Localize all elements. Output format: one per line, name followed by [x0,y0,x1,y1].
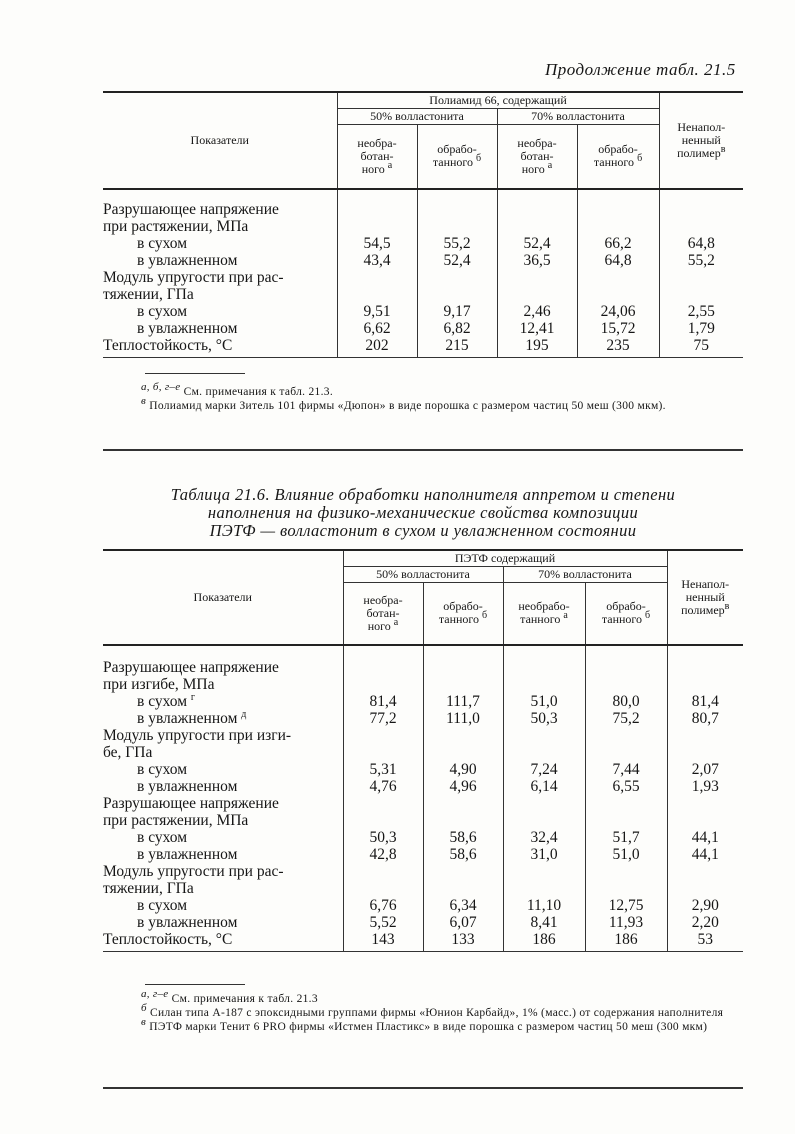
value-cell [343,659,423,676]
value-cell: 54,5 [337,235,417,252]
group-header: ПЭТФ содержащий [343,550,667,567]
value-cell [423,676,503,693]
value-cell [503,863,585,880]
value-cell [667,659,743,676]
value-cell: 1,93 [667,778,743,795]
value-cell [417,218,497,235]
table-row [103,710,743,727]
table-row [103,829,743,846]
row-label: при изгибе, МПа [103,675,215,693]
indicators-header: Показатели [103,92,337,189]
value-cell: 186 [503,931,585,952]
table-row [103,846,743,863]
value-cell [503,659,585,676]
value-cell: 11,10 [503,897,585,914]
value-cell: 215 [417,337,497,358]
value-cell: 6,76 [343,897,423,914]
table-row [103,795,743,812]
value-cell [337,218,417,235]
table-row [103,897,743,914]
value-cell: 111,0 [423,710,503,727]
caption-line: наполнения на физико-механические свойства композиции [207,503,639,522]
caption-line: Таблица 21.6. Влияние обработки наполнителя аппретом и степени [170,485,676,504]
value-cell [659,218,743,235]
value-cell: 31,0 [503,846,585,863]
value-cell [503,727,585,744]
value-cell: 55,2 [659,252,743,269]
value-cell [577,269,659,286]
treated-header: обрабо- танного $^б$ [417,125,497,189]
value-cell [659,201,743,218]
row-label: в увлажненном $^д$ [137,708,247,727]
value-cell [503,676,585,693]
value-cell [417,269,497,286]
value-cell: 2,46 [497,303,577,320]
pct70-header: 70% волластонита [497,109,659,125]
value-cell [503,812,585,829]
table1-notes [103,381,743,413]
table-row [103,337,743,358]
value-cell: 6,62 [337,320,417,337]
row-label: тяжении, ГПа [103,285,194,303]
pct70-header: 70% волластонита [503,567,667,583]
value-cell [585,727,667,744]
value-cell [343,880,423,897]
value-cell: 24,06 [577,303,659,320]
value-cell [337,201,417,218]
row-label: Модуль упругости при рас- [103,862,284,880]
value-cell [585,676,667,693]
group-header: Полиамид 66, содержащий [337,92,659,109]
table2-notes [103,988,743,1034]
value-cell [417,201,497,218]
footnote: $^б$ Силан типа А-187 с эпоксидными группами фирмы «Юнион Карбайд», 1% (масс.) от содержания наполнителя [141,1002,724,1019]
table-row [103,320,743,337]
value-cell [343,676,423,693]
row-label: Модуль упругости при изги- [103,726,292,744]
table-row [103,914,743,931]
value-cell [585,812,667,829]
notes-rule [145,373,245,374]
unfilled-header: Ненапол- ненный полимер$^в$ [659,92,743,189]
value-cell [423,812,503,829]
value-cell: 64,8 [577,252,659,269]
footnote: $^в$ Полиамид марки Зитель 101 фирмы «Дюпон» в виде порошка с размером частиц 50 меш (300 мкм). [141,395,666,412]
row-label: в увлажненном [137,913,238,931]
table-row [103,693,743,710]
value-cell: 6,55 [585,778,667,795]
table-row [103,744,743,761]
page-bottom-rule [103,1087,743,1089]
value-cell: 51,0 [503,693,585,710]
row-label: Теплостойкость, °С [103,931,343,952]
value-cell [667,795,743,812]
row-label: Теплостойкость, °С [103,337,337,358]
indicators-header: Показатели [103,550,343,645]
table-row [103,659,743,676]
value-cell: 75 [659,337,743,358]
table-polyamide-66 [103,91,743,358]
value-cell: 195 [497,337,577,358]
table-row [103,880,743,897]
pct50-header: 50% волластонита [337,109,497,125]
value-cell [423,880,503,897]
table-row [103,235,743,252]
value-cell: 6,07 [423,914,503,931]
treated-header: обрабо- танного $^б$ [585,583,667,645]
value-cell [423,727,503,744]
value-cell [585,659,667,676]
value-cell [423,659,503,676]
footnote: $^{а, б, г-е}$ См. примечания к табл. 21.3. [141,381,333,398]
value-cell: 5,31 [343,761,423,778]
value-cell: 75,2 [585,710,667,727]
table-row [103,863,743,880]
value-cell: 51,0 [585,846,667,863]
value-cell [667,812,743,829]
value-cell: 66,2 [577,235,659,252]
untreated-header: необра- ботан- ного $^а$ [337,125,417,189]
value-cell: 55,2 [417,235,497,252]
value-cell: 7,44 [585,761,667,778]
value-cell [577,218,659,235]
value-cell: 4,76 [343,778,423,795]
untreated-header: необра- ботан- ного $^а$ [497,125,577,189]
value-cell [423,744,503,761]
row-label: Модуль упругости при рас- [103,268,284,286]
value-cell [343,863,423,880]
table-row [103,269,743,286]
value-cell [497,269,577,286]
value-cell: 6,82 [417,320,497,337]
value-cell [585,863,667,880]
unfilled-header: Ненапол- ненный полимер$^в$ [667,550,743,645]
value-cell: 186 [585,931,667,952]
footnote: $^{а, г-е}$ См. примечания к табл. 21.3 [141,988,318,1005]
value-cell: 15,72 [577,320,659,337]
value-cell: 53 [667,931,743,952]
row-label: в сухом [137,896,188,914]
row-label: в увлажненном [137,251,238,269]
table-row [103,286,743,303]
row-label: бе, ГПа [103,743,153,761]
value-cell: 52,4 [417,252,497,269]
value-cell [497,286,577,303]
footnote: $^в$ ПЭТФ марки Тенит 6 PRO фирмы «Истмен Пластикс» в виде порошка с размером частиц 50 меш (300 мкм) [141,1016,708,1033]
table-row [103,676,743,693]
value-cell [585,744,667,761]
value-cell [343,795,423,812]
value-cell: 51,7 [585,829,667,846]
row-label: Разрушающее напряжение [103,794,279,812]
value-cell: 9,17 [417,303,497,320]
value-cell: 58,6 [423,829,503,846]
value-cell [577,286,659,303]
table-row [103,727,743,744]
row-label: в сухом [137,828,188,846]
value-cell: 50,3 [503,710,585,727]
row-label: Разрушающее напряжение [103,200,279,218]
value-cell [577,201,659,218]
row-label: в сухом [137,234,188,252]
notes-rule [145,984,245,985]
value-cell: 52,4 [497,235,577,252]
table-petf [103,549,743,952]
untreated-header: необрабо- танного $^а$ [503,583,585,645]
continuation-title: Продолжение табл. 21.5 [545,60,736,79]
value-cell: 44,1 [667,829,743,846]
value-cell: 4,96 [423,778,503,795]
table-row [103,252,743,269]
table-row [103,201,743,218]
row-label: в сухом $^г$ [137,691,196,710]
value-cell: 64,8 [659,235,743,252]
value-cell: 111,7 [423,693,503,710]
value-cell [503,795,585,812]
value-cell [423,795,503,812]
treated-header: обрабо- танного $^б$ [577,125,659,189]
value-cell: 77,2 [343,710,423,727]
value-cell: 50,3 [343,829,423,846]
value-cell [585,880,667,897]
value-cell [659,286,743,303]
value-cell: 36,5 [497,252,577,269]
value-cell: 2,90 [667,897,743,914]
value-cell [667,744,743,761]
value-cell: 12,41 [497,320,577,337]
value-cell [337,286,417,303]
value-cell: 235 [577,337,659,358]
value-cell [417,286,497,303]
value-cell: 32,4 [503,829,585,846]
value-cell: 2,07 [667,761,743,778]
value-cell: 12,75 [585,897,667,914]
table2-caption [103,486,743,540]
value-cell: 44,1 [667,846,743,863]
table-row [103,812,743,829]
value-cell: 143 [343,931,423,952]
value-cell: 81,4 [343,693,423,710]
value-cell [585,795,667,812]
section-divider [103,449,743,451]
row-label: в сухом [137,760,188,778]
value-cell: 58,6 [423,846,503,863]
value-cell: 6,14 [503,778,585,795]
row-label: тяжении, ГПа [103,879,194,897]
value-cell [343,812,423,829]
value-cell: 2,55 [659,303,743,320]
value-cell [423,863,503,880]
row-label: в сухом [137,302,188,320]
value-cell: 7,24 [503,761,585,778]
value-cell [667,880,743,897]
untreated-header: необра- ботан- ного $^а$ [343,583,423,645]
value-cell: 202 [337,337,417,358]
value-cell: 11,93 [585,914,667,931]
value-cell [659,269,743,286]
value-cell: 5,52 [343,914,423,931]
value-cell: 133 [423,931,503,952]
row-label: при растяжении, МПа [103,811,249,829]
value-cell: 6,34 [423,897,503,914]
value-cell [343,727,423,744]
value-cell: 42,8 [343,846,423,863]
treated-header: обрабо- танного $^б$ [423,583,503,645]
value-cell: 80,0 [585,693,667,710]
value-cell [497,218,577,235]
value-cell: 1,79 [659,320,743,337]
row-label: в увлажненном [137,845,238,863]
value-cell [503,880,585,897]
value-cell: 9,51 [337,303,417,320]
value-cell [667,727,743,744]
table-row [103,931,743,952]
value-cell: 81,4 [667,693,743,710]
row-label: в увлажненном [137,319,238,337]
row-label: в увлажненном [137,777,238,795]
value-cell: 8,41 [503,914,585,931]
table-row [103,218,743,235]
value-cell [497,201,577,218]
value-cell: 80,7 [667,710,743,727]
value-cell: 4,90 [423,761,503,778]
value-cell [667,863,743,880]
table-row [103,778,743,795]
value-cell [343,744,423,761]
value-cell: 2,20 [667,914,743,931]
value-cell [503,744,585,761]
row-label: Разрушающее напряжение [103,658,279,676]
row-label: при растяжении, МПа [103,217,249,235]
value-cell: 43,4 [337,252,417,269]
table-row [103,761,743,778]
value-cell [667,676,743,693]
caption-line: ПЭТФ — волластонит в сухом и увлажненном состоянии [209,521,637,540]
value-cell [337,269,417,286]
pct50-header: 50% волластонита [343,567,503,583]
table-row [103,303,743,320]
